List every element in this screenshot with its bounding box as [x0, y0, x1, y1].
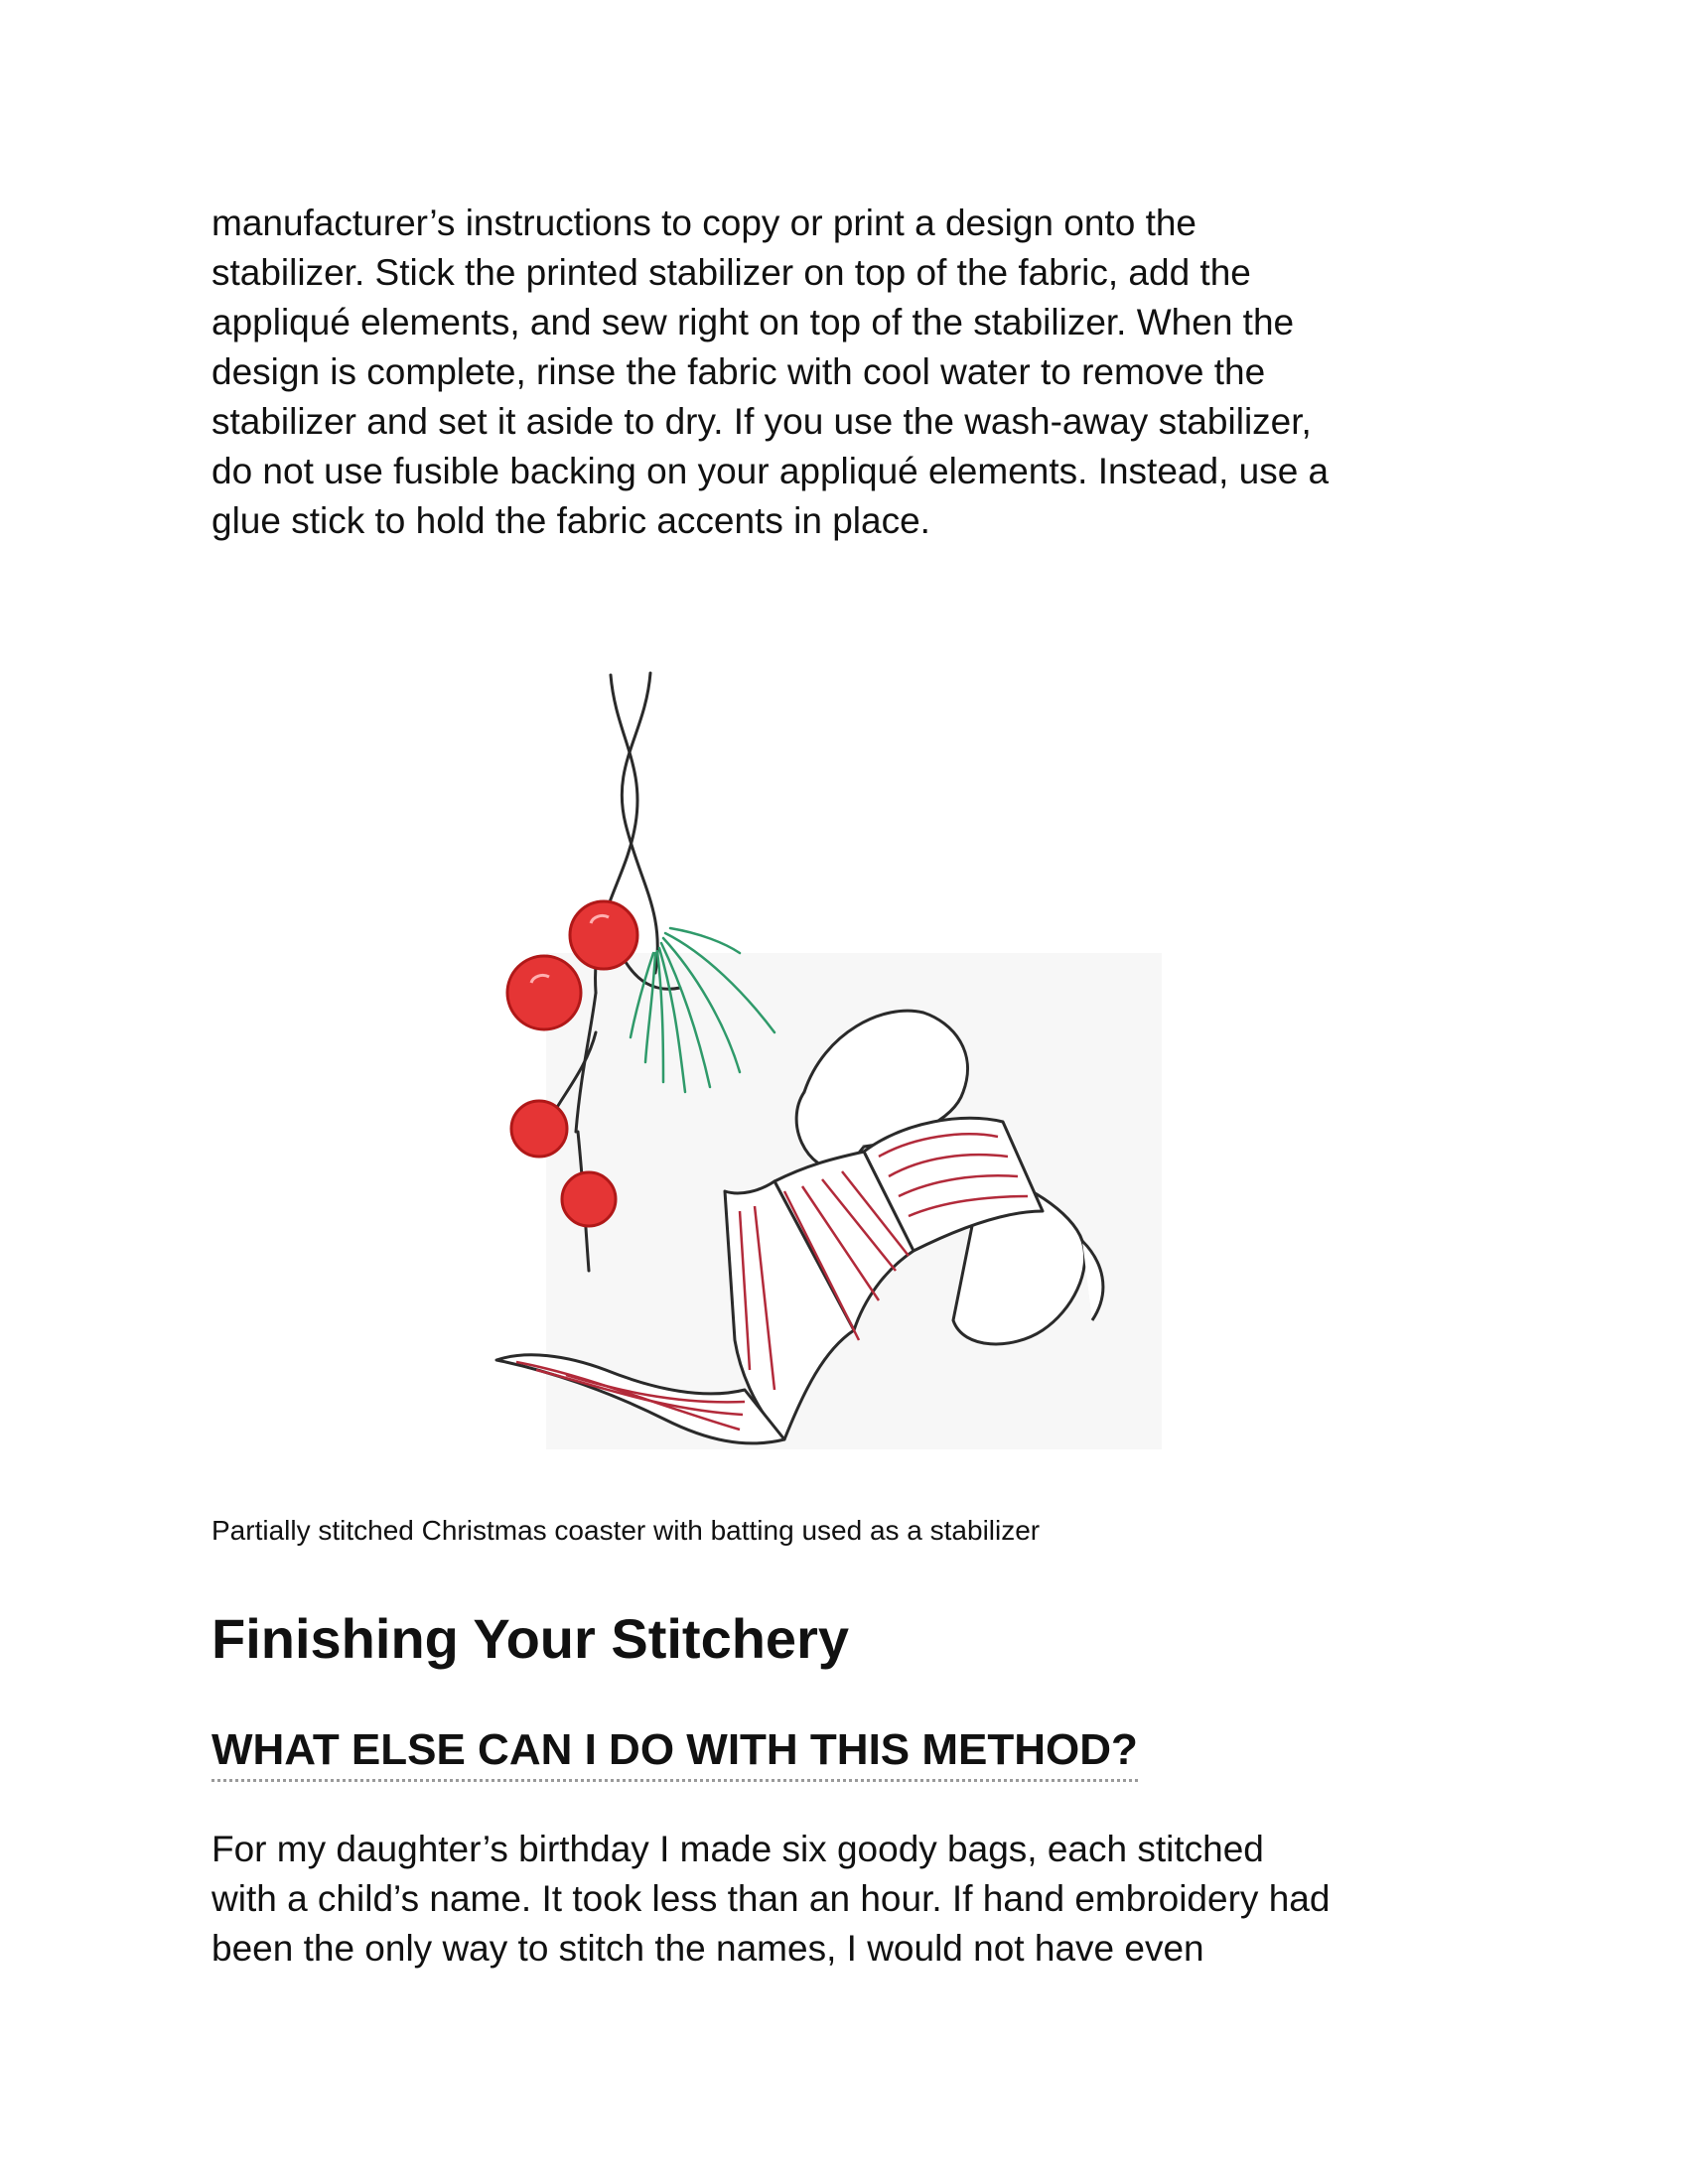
paragraph-line: stabilizer. Stick the printed stabilizer on top of the fabric, add the	[211, 252, 1251, 293]
paragraph-line: appliqué elements, and sew right on top of the stabilizer. When the	[211, 302, 1295, 342]
paragraph-line: with a child’s name. It took less than an hour. If hand embroidery had	[211, 1878, 1331, 1919]
paragraph-line: design is complete, rinse the fabric with cool water to remove the	[211, 351, 1266, 392]
section-heading: Finishing Your Stitchery	[211, 1607, 850, 1670]
paragraph-line: do not use fusible backing on your appliqué elements. Instead, use a	[211, 451, 1330, 491]
figure-caption: Partially stitched Christmas coaster with batting used as a stabilizer	[211, 1515, 1041, 1546]
berry	[511, 1101, 567, 1157]
paragraph-line: been the only way to stitch the names, I would not have even	[211, 1928, 1204, 1969]
berry	[507, 956, 581, 1029]
outro-paragraph	[211, 1825, 1502, 1974]
paragraph-line: glue stick to hold the fabric accents in place.	[211, 500, 930, 541]
paragraph-line: manufacturer’s instructions to copy or print a design onto the	[211, 203, 1197, 243]
berry	[570, 901, 637, 969]
subheading-link[interactable]: WHAT ELSE CAN I DO WITH THIS METHOD?	[211, 1723, 1138, 1782]
paragraph-line: For my daughter’s birthday I made six goody bags, each stitched	[211, 1829, 1264, 1869]
paragraph-line: stabilizer and set it aside to dry. If you use the wash-away stabilizer,	[211, 401, 1312, 442]
intro-paragraph	[211, 199, 1502, 546]
berry	[562, 1172, 616, 1226]
christmas-coaster-illustration	[487, 655, 1221, 1479]
